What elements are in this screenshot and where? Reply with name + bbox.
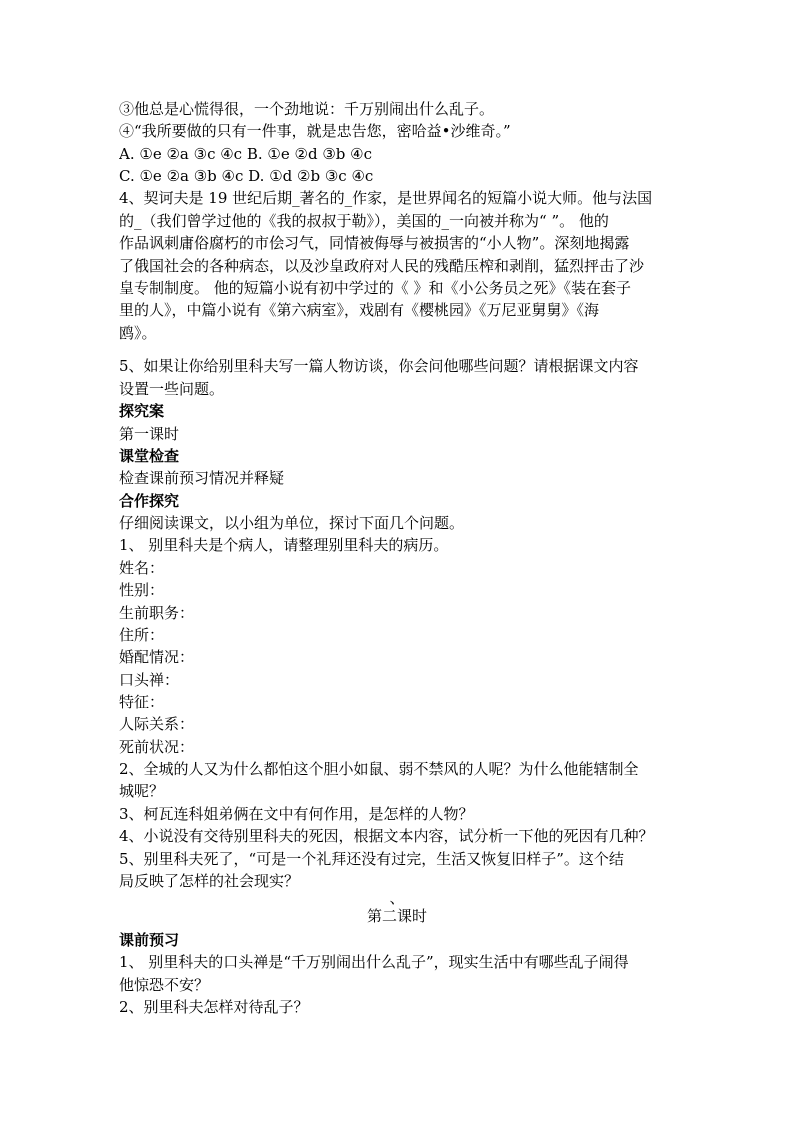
section-heading: 课堂检查 xyxy=(119,447,180,465)
text-line: 性别： xyxy=(119,581,165,599)
text-line: 皇专制制度。 他的短篇小说有初中学过的《 》和《小公务员之死》《装在套子 xyxy=(119,279,632,297)
text-line: 婚配情况： xyxy=(119,648,195,666)
text-line: ④“我所要做的只有一件事，就是忠告您，密哈益•沙维奇。” xyxy=(119,122,511,140)
section-heading: 合作探究 xyxy=(119,492,180,510)
text-line: 城呢？ xyxy=(119,782,165,800)
text-line: 5、如果让你给别里科夫写一篇人物访谈，你会问他哪些问题？请根据课文内容 xyxy=(119,357,639,375)
text-line: 死前状况： xyxy=(119,738,195,756)
text-line: C. ①e ②a ③b ④c D. ①d ②b ③c ④c xyxy=(119,167,374,185)
text-line: 局反映了怎样的社会现实？ xyxy=(119,872,300,890)
text-line: 第一课时 xyxy=(119,425,180,443)
text-line: 姓名： xyxy=(119,559,165,577)
text-line: 第二课时 xyxy=(366,907,427,925)
text-line: 人际关系： xyxy=(119,715,195,733)
text-line: 仔细阅读课文，以小组为单位，探讨下面几个问题。 xyxy=(119,514,465,532)
text-line: ③他总是心慌得很，一个劲地说：千万别闹出什么乱子。 xyxy=(119,100,495,118)
text-line: 他惊恐不安？ xyxy=(119,976,210,994)
text-line: 2、全城的人又为什么都怕这个胆小如鼠、弱不禁风的人呢？为什么他能辖制全 xyxy=(119,760,639,778)
section-heading: 课前预习 xyxy=(119,931,180,949)
text-line: 2、别里科夫怎样对待乱子？ xyxy=(119,998,309,1016)
text-line: 口头禅： xyxy=(119,671,180,689)
text-line: 5、别里科夫死了，“可是一个礼拜还没有过完，生活又恢复旧样子”。这个结 xyxy=(119,850,624,868)
text-line: 作品讽刺庸俗腐朽的市侩习气，同情被侮辱与被损害的“小人物”。深刻地揭露 xyxy=(119,234,630,252)
text-line: 4、契诃夫是 19 世纪后期_著名的_作家，是世界闻名的短篇小说大师。他与法国 xyxy=(119,189,653,207)
text-line: 里的人》，中篇小说有《第六病室》，戏剧有《樱桃园》《万尼亚舅舅》《海 xyxy=(119,301,600,319)
text-line: 3、柯瓦连科姐弟俩在文中有何作用，是怎样的人物？ xyxy=(119,805,474,823)
section-heading: 探究案 xyxy=(119,402,165,420)
text-line: 1、 别里科夫是个病人，请整理别里科夫的病历。 xyxy=(119,536,449,554)
text-line: 生前职务： xyxy=(119,604,195,622)
text-line: 特征： xyxy=(119,693,165,711)
text-line: 设置一些问题。 xyxy=(119,380,225,398)
text-line: 鸥》。 xyxy=(119,324,157,342)
text-line: 检查课前预习情况并释疑 xyxy=(119,469,285,487)
text-line: 4、小说没有交待别里科夫的死因，根据文本内容，试分析一下他的死因有几种？ xyxy=(119,827,654,845)
text-line: 、 xyxy=(389,889,405,907)
text-line: 住所： xyxy=(119,626,165,644)
text-line: 了俄国社会的各种病态，以及沙皇政府对人民的残酷压榨和剥削，猛烈抨击了沙 xyxy=(119,257,645,275)
text-line: 的_（我们曾学过他的《我的叔叔于勒》），美国的_一向被并称为“ ”。 他的 xyxy=(119,212,609,230)
text-line: 1、 别里科夫的口头禅是“千万别闹出什么乱子”，现实生活中有哪些乱子闹得 xyxy=(119,953,629,971)
text-line: A. ①e ②a ③c ④c B. ①e ②d ③b ④c xyxy=(119,145,372,163)
